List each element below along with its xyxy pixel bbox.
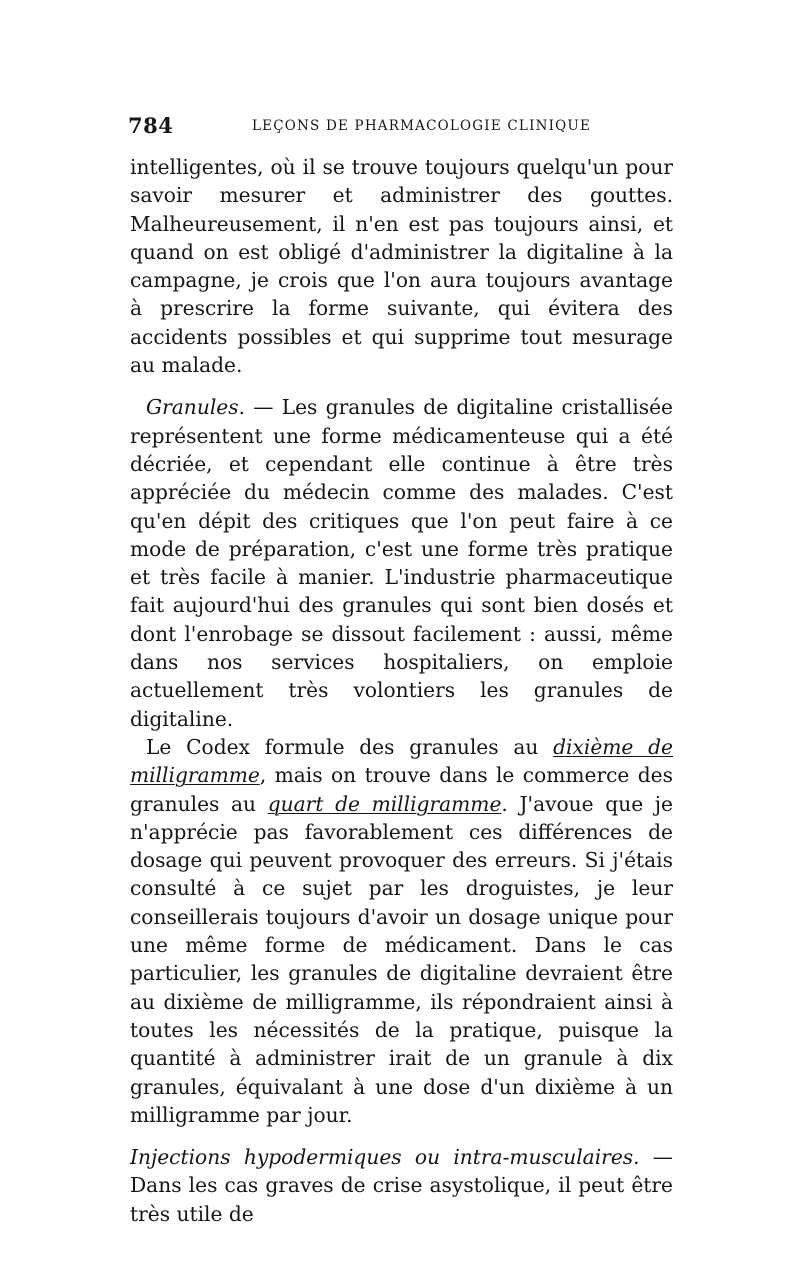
- paragraph-granules: [130, 393, 673, 733]
- paragraph-granules-text: — Les granules de digitaline cristallisée représentent une forme médicamenteuse qui a été décriée, et cependant elle continue à être très appréciée du médecin comme des malades. C'est qu'en dépit des critiques que l'on peut faire à ce mode de préparation, c'est une forme très pratique et très facile à manier. L'industrie pharmaceutique fait aujourd'hui des granules qui sont bien dosés et dont l'enrobage se dissout facilement : aussi, même dans nos services hospitaliers, on emploie actuellement très volontiers les granules de digitaline.: [130, 395, 673, 731]
- running-title: LEÇONS DE PHARMACOLOGIE CLINIQUE: [252, 118, 592, 134]
- paragraph-continuation: intelligentes, où il se trouve toujours quelqu'un pour savoir mesurer et administrer des gouttes. Malheureusement, il n'en est pas toujours ainsi, et quand on est obligé d'administrer la digitaline à la campagne, je crois que l'on aura toujours avantage à prescrire la forme suivante, qui évitera des accidents possibles et qui supprime tout mesurage au malade.: [130, 155, 673, 378]
- paragraph-codex-text-c: . J'avoue que je n'apprécie pas favorablement ces différences de dosage qui peuvent provoquer des erreurs. Si j'étais consulté à ce sujet par les droguistes, je leur conseillerais toujours d'avoir un dosage unique pour une même forme de médicament. Dans le cas particulier, les granules de digitaline devraient être au dixième de milligramme, ils répondraient ainsi à toutes les nécessités de la pratique, puisque la quantité à administrer irait de un granule à dix granules, équivalant à une dose d'un dixième à un milligramme par jour.: [130, 791, 673, 1127]
- emphasis-quart: quart de milligramme: [267, 791, 502, 816]
- paragraph-codex-text-b: , mais on trouve dans le commerce des granules au: [130, 763, 673, 816]
- body-text: [130, 153, 673, 1228]
- section-heading-granules: Granules.: [146, 395, 245, 420]
- emphasis-dixieme: dixième de milligramme: [130, 734, 673, 788]
- paragraph-codex: [130, 733, 673, 1129]
- page-number: 784: [128, 113, 174, 138]
- running-header: [128, 113, 674, 143]
- paragraph-injections-text: — Dans les cas graves de crise asystolique, il peut être très utile de: [130, 1145, 673, 1226]
- paragraph-codex-text-a: Le Codex formule des granules au: [146, 734, 554, 759]
- section-heading-injections: Injections hypodermiques ou intra-musculaires.: [130, 1145, 640, 1170]
- paragraph-injections: [130, 1143, 673, 1228]
